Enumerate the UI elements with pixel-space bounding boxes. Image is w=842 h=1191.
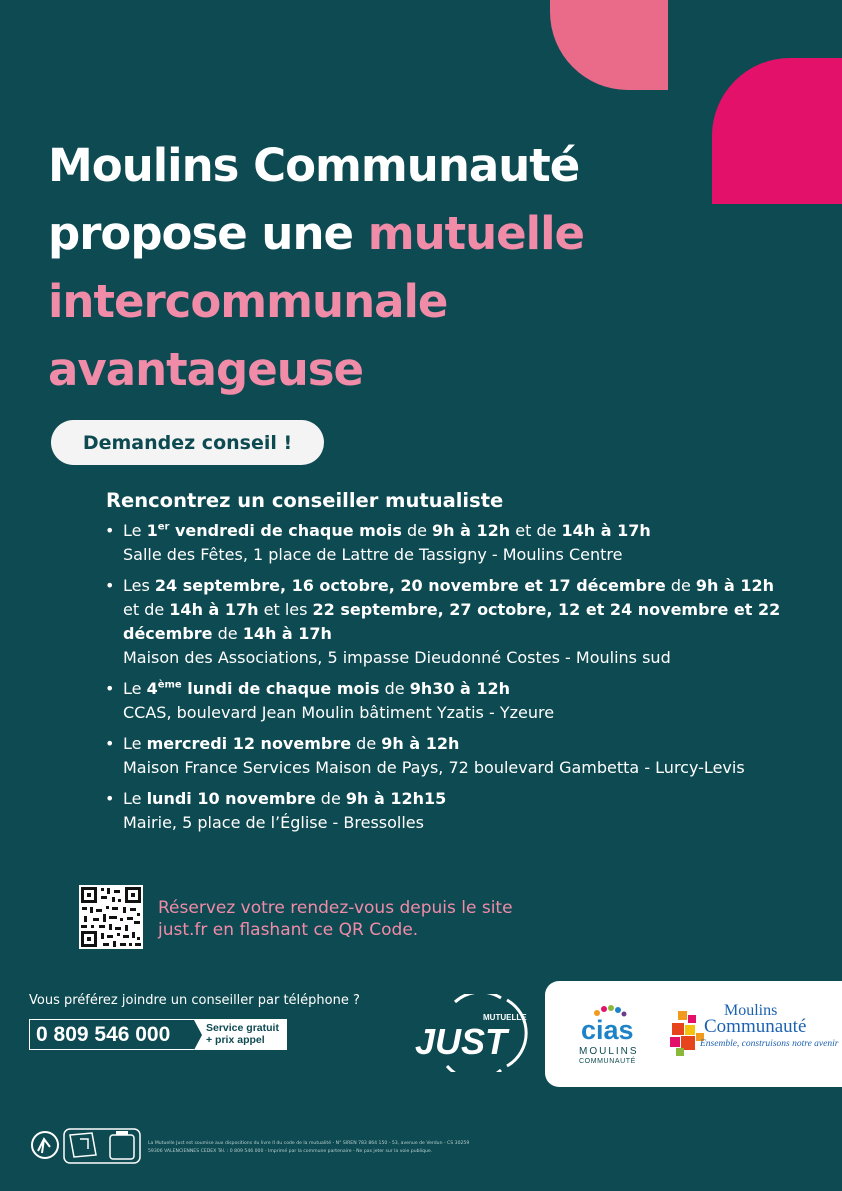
event-sup: er: [157, 521, 170, 533]
event-text: et de: [123, 600, 170, 619]
recycling-icons: [30, 1127, 142, 1165]
moulins-name-2: Communauté: [704, 1016, 807, 1037]
event-item: [104, 574, 824, 670]
decorative-magenta-shape: [712, 58, 842, 204]
moulins-name-1: Moulins: [724, 1002, 778, 1019]
event-item: [104, 677, 824, 725]
event-time: 14h à 17h: [169, 600, 259, 619]
event-time: 9h à 12h: [381, 734, 460, 753]
event-location: CCAS, boulevard Jean Moulin bâtiment Yzatis - Yzeure: [123, 703, 555, 722]
decorative-pink-shape: [550, 0, 668, 90]
qr-text-line-1: Réservez votre rendez-vous depuis le site: [158, 898, 513, 918]
legal-notice: [148, 1140, 508, 1156]
event-dates: 22 septembre, 27 octobre, 12 et 24 novembre et 22 décembre: [123, 600, 781, 643]
service-line-1: Service gratuit: [206, 1022, 279, 1034]
headline-line-2-white: propose une: [48, 207, 368, 260]
qr-text-line-2: just.fr en flashant ce QR Code.: [158, 920, 419, 940]
event-list: [104, 519, 824, 842]
bullet: •: [105, 679, 115, 698]
legal-line-2: 59306 VALENCIENNES CEDEX Tél. : 0 809 546 000 - Imprimé par la commune partenaire - Ne pas jeter sur la voie publique.: [148, 1149, 433, 1154]
bullet: •: [105, 521, 115, 540]
bullet: •: [105, 734, 115, 753]
event-time: 14h à 17h: [242, 624, 332, 643]
headline-line-4: avantageuse: [48, 343, 364, 396]
event-text: et les: [258, 600, 313, 619]
demandez-conseil-button[interactable]: Demandez conseil !: [51, 420, 324, 465]
headline: [48, 132, 728, 404]
event-bold: lundi 10 novembre: [146, 789, 316, 808]
bullet: •: [105, 789, 115, 808]
event-time: 9h à 12h15: [345, 789, 447, 808]
event-bold: lundi de chaque mois: [181, 679, 380, 698]
event-text: Le: [123, 679, 147, 698]
event-text: Les: [123, 576, 155, 595]
event-time: 9h à 12h: [695, 576, 775, 595]
event-location: Mairie, 5 place de l’Église - Bressolles: [123, 813, 424, 832]
moulins-communaute-logo: [670, 1002, 839, 1065]
event-bold: mercredi 12 novembre: [146, 734, 352, 753]
mutuelle-just-logo: [415, 994, 533, 1072]
section-title: Rencontrez un conseiller mutualiste: [106, 489, 504, 512]
cias-sub-2: COMMUNAUTÉ: [579, 1058, 636, 1065]
event-text: de: [315, 789, 346, 808]
just-small-label: MUTUELLE: [483, 1013, 527, 1022]
event-bold: 1: [146, 521, 158, 540]
legal-line-1: La Mutuelle Just est soumise aux dispositions du livre II du code de la mutualité - N° SIREN 783 864 150 - 53, avenue de Verdun - CS 30259: [148, 1141, 470, 1146]
event-text: Le: [123, 521, 147, 540]
just-logo-graphic: [415, 994, 533, 1072]
headline-line-2-pink: mutuelle: [367, 207, 585, 260]
event-text: Le: [123, 789, 147, 808]
event-location: Maison des Associations, 5 impasse Dieudonné Costes - Moulins sud: [123, 648, 671, 667]
cias-logo: [575, 1003, 651, 1067]
just-word: JUST: [415, 1021, 508, 1062]
qr-instructions: [158, 897, 578, 941]
event-item: [104, 787, 824, 835]
event-text: de: [665, 576, 696, 595]
event-text: de: [212, 624, 243, 643]
headline-line-2: [48, 200, 728, 268]
event-text: Le: [123, 734, 147, 753]
cias-sub-1: MOULINS: [579, 1046, 639, 1057]
partner-logos-panel: [545, 981, 842, 1087]
phone-label: Vous préférez joindre un conseiller par téléphone ?: [29, 993, 360, 1008]
event-bold: vendredi de chaque mois: [169, 521, 402, 540]
event-text: et de: [510, 521, 562, 540]
phone-box[interactable]: [29, 1019, 287, 1050]
headline-line-1: Moulins Communauté: [48, 139, 580, 192]
service-line-2: + prix appel: [206, 1034, 265, 1046]
event-item: [104, 732, 824, 780]
cias-word: cias: [581, 1015, 634, 1045]
event-item: [104, 519, 824, 567]
event-text: de: [351, 734, 382, 753]
phone-service-badge: [194, 1020, 286, 1049]
event-text: de: [401, 521, 433, 540]
event-time: 9h30 à 12h: [409, 679, 511, 698]
qr-code[interactable]: [79, 885, 143, 949]
event-dates: 24 septembre, 16 octobre, 20 novembre et 17 décembre: [154, 576, 666, 595]
event-bold: 4: [146, 679, 158, 698]
phone-number[interactable]: 0 809 546 000: [36, 1022, 171, 1046]
qr-code-graphic: [79, 885, 143, 949]
headline-line-3: intercommunale: [48, 275, 448, 328]
bullet: •: [105, 576, 115, 595]
triman-recycle-icon: [30, 1127, 142, 1165]
event-location: Salle des Fêtes, 1 place de Lattre de Tassigny - Moulins Centre: [123, 545, 623, 564]
event-text: de: [379, 679, 410, 698]
event-time: 14h à 17h: [561, 521, 651, 540]
event-sup: ème: [157, 679, 182, 691]
moulins-tagline: Ensemble, construisons notre avenir: [700, 1039, 839, 1049]
event-time: 9h à 12h: [432, 521, 511, 540]
event-location: Maison France Services Maison de Pays, 72 boulevard Gambetta - Lurcy-Levis: [123, 758, 745, 777]
